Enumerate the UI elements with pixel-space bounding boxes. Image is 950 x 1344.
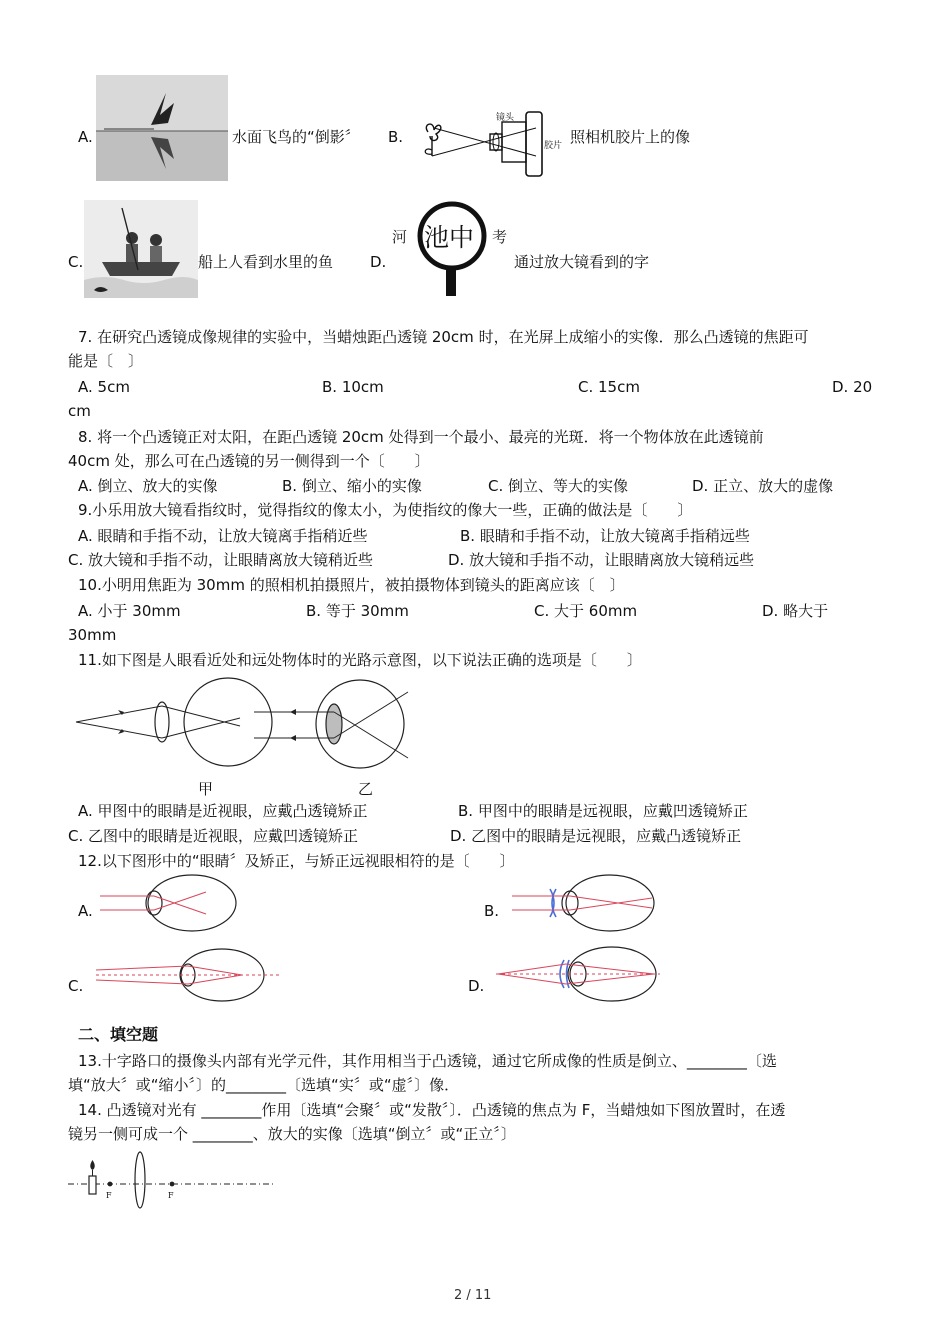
magnifier-center-chars: 池中 [424,223,475,252]
q10-stem: 10.小明用焦距为 30mm 的照相机拍摄照片，被拍摄物体到镜头的距离应该〔 〕 [78,576,625,594]
fig-label-yi: 乙 [358,780,374,798]
q6-option-a-label: A. [78,128,93,146]
q6-option-c-label: C. [68,253,84,271]
eye-light-path-diagram [70,676,415,802]
magnifier-left-char: 河 [392,228,408,246]
q9-option-c: C. 放大镜和手指不动，让眼睛离放大镜稍近些 [68,551,374,569]
q12-stem: 12.以下图形中的“眼睛〞及矫正，与矫正远视眼相符的是〔 〕 [78,852,515,870]
q9-option-b: B. 眼睛和手指不动，让放大镜离手指稍远些 [460,527,750,545]
q8-option-b: B. 倒立、缩小的实像 [282,477,422,495]
q8-stem-line2: 40cm 处，那么可在凸透镜的另一侧得到一个〔 〕 [68,452,430,470]
boat-fishing-image [84,200,198,298]
q12-eye-diagram-a [96,872,242,934]
q11-stem: 11.如下图是人眼看近处和远处物体时的光路示意图，以下说法正确的选项是〔 〕 [78,651,642,669]
q10-option-c: C. 大于 60mm [534,602,638,620]
q11-option-a: A. 甲图中的眼睛是近视眼，应戴凸透镜矫正 [78,802,368,820]
q13-stem-line1: 13.十字路口的摄像头内部有光学元件，其作用相当于凸透镜，通过它所成像的性质是倒立、________〔选 [78,1052,777,1070]
q12-eye-diagram-d [494,944,662,1004]
q12-option-d-label: D. [468,977,485,995]
q9-stem: 9.小乐用放大镜看指纹时，觉得指纹的像太小，为使指纹的像大一些，正确的做法是〔 〕 [78,501,693,519]
q6-option-a-text: 水面飞鸟的“倒影〞 [232,128,360,146]
q6-option-c-text: 船上人看到水里的鱼 [198,253,334,271]
q12-option-a-label: A. [78,902,93,920]
q12-option-b-label: B. [484,902,500,920]
page-number: 2 / 11 [454,1288,492,1303]
q7-stem-line1: 7. 在研究凸透镜成像规律的实验中，当蜡烛距凸透镜 20cm 时，在光屏上成缩小的实像．那么凸透镜的焦距可 [78,328,809,346]
magnifier-image [388,198,514,300]
fig-label-jia: 甲 [198,780,214,798]
q11-option-c: C. 乙图中的眼睛是近视眼，应戴凹透镜矫正 [68,827,359,845]
q10-option-d-continued: 30mm [68,626,117,644]
q10-option-a: A. 小于 30mm [78,602,181,620]
q10-option-b: B. 等于 30mm [306,602,409,620]
q7-option-a: A. 5cm [78,378,130,396]
q13-stem-line2: 填“放大〞或“缩小〞〕的________〔选填“实〞或“虚〞〕像． [68,1076,460,1094]
q11-option-d: D. 乙图中的眼睛是远视眼，应戴凸透镜矫正 [450,827,742,845]
q8-option-c: C. 倒立、等大的实像 [488,477,629,495]
q7-stem-line2: 能是〔 〕 [68,352,144,370]
focus-label-right: F [168,1191,174,1200]
q10-option-d: D. 略大于 [762,602,829,620]
bird-reflection-image [96,75,228,181]
q9-option-a: A. 眼睛和手指不动，让放大镜离手指稍近些 [78,527,368,545]
focus-label-left: F [106,1191,112,1200]
q6-option-d-text: 通过放大镜看到的字 [514,253,650,271]
q6-option-b-text: 照相机胶片上的像 [570,128,691,146]
q7-option-b: B. 10cm [322,378,384,396]
q12-eye-diagram-c [92,946,284,1004]
lens-label: 镜头 [496,113,515,123]
q6-option-b-label: B. [388,128,404,146]
q8-stem-line1: 8. 将一个凸透镜正对太阳，在距凸透镜 20cm 处得到一个最小、最亮的光斑．将一个物体放在此透镜前 [78,428,764,446]
q11-option-b: B. 甲图中的眼睛是远视眼，应戴凹透镜矫正 [458,802,748,820]
q14-stem-line2: 镜另一侧可成一个 ________、放大的实像〔选填“倒立〞或“正立〞〕 [68,1125,516,1143]
q9-option-d: D. 放大镜和手指不动，让眼睛离放大镜稍远些 [448,551,755,569]
q14-stem-line1: 14. 凸透镜对光有 ________作用〔选填“会聚〞或“发散〞〕．凸透镜的焦点为 F，当蜡烛如下图放置时，在透 [78,1101,786,1119]
film-label: 胶片 [544,141,563,151]
q12-option-c-label: C. [68,977,84,995]
q7-option-d-continued: cm [68,402,91,420]
q8-option-d: D. 正立、放大的虚像 [692,477,834,495]
camera-diagram [408,104,568,184]
candle-lens-diagram [68,1148,278,1212]
q8-option-a: A. 倒立、放大的实像 [78,477,218,495]
q6-option-d-label: D. [370,253,387,271]
q7-option-d: D. 20 [832,378,873,396]
q7-option-c: C. 15cm [578,378,640,396]
magnifier-right-char: 考 [492,228,508,246]
q12-eye-diagram-b [508,872,658,934]
section-title-fill-in: 二、填空题 [78,1025,159,1044]
